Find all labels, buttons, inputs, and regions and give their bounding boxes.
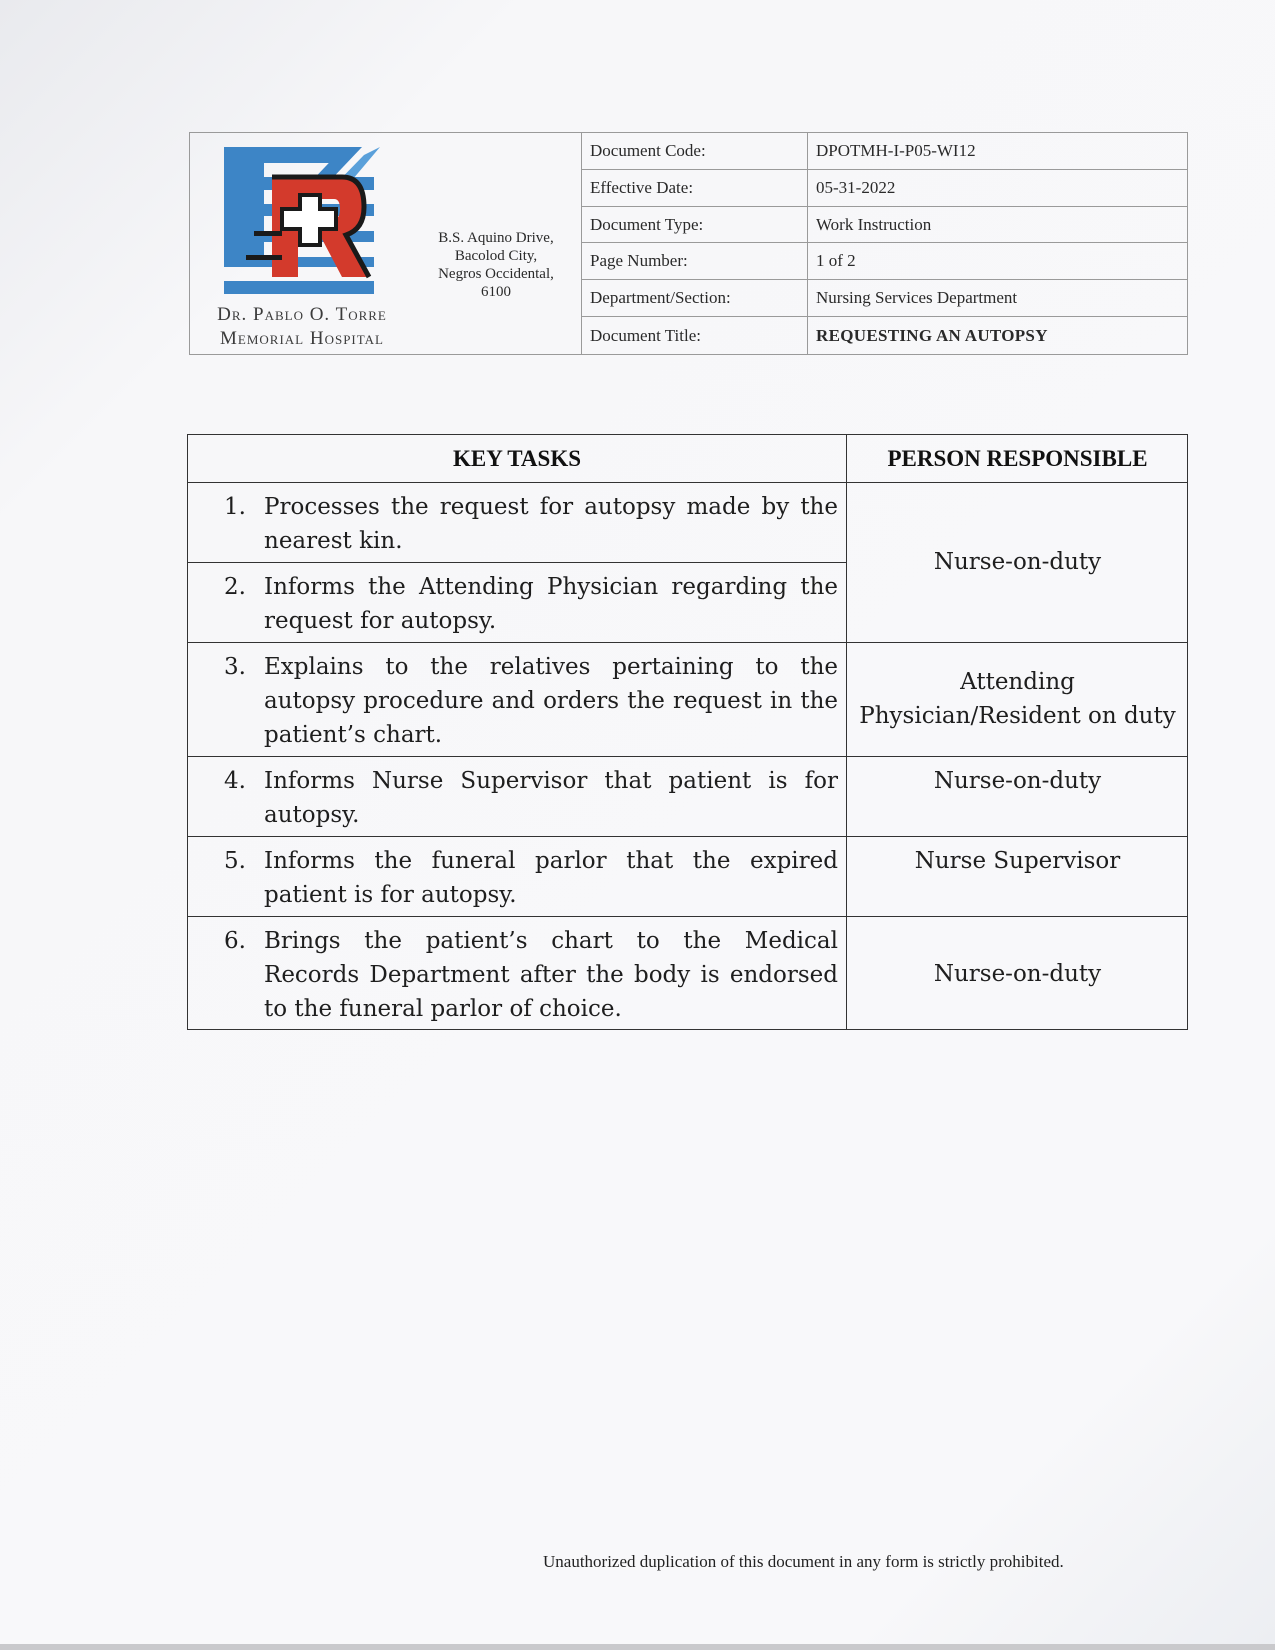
meta-value-document-code: DPOTMH-I-P05-WI12 [808, 133, 1187, 170]
task-text: Informs Nurse Supervisor that patient is for autopsy. [264, 768, 838, 828]
meta-value-document-type: Work Instruction [808, 207, 1187, 244]
row-divider [188, 916, 1187, 917]
address-line: Bacolod City, [454, 248, 538, 264]
task-number: 2. [224, 574, 246, 600]
meta-label-effective-date: Effective Date: [582, 170, 808, 207]
person-responsible: Attending Physician/Resident on duty [859, 669, 1176, 729]
person-responsible: Nurse-on-duty [933, 768, 1102, 794]
hospital-name-line1: Dr. Pablo O. Torre [217, 304, 387, 325]
row-divider [188, 482, 1187, 483]
task-row [224, 764, 838, 832]
scan-edge [0, 1644, 1275, 1650]
task-row [224, 844, 838, 912]
hospital-name [190, 303, 414, 351]
hospital-address [420, 229, 572, 301]
meta-label-department: Department/Section: [582, 280, 808, 317]
address-line: B.S. Aquino Drive, [438, 230, 554, 246]
meta-label-document-code: Document Code: [582, 133, 808, 170]
column-divider [846, 435, 847, 1029]
header-key-tasks: KEY TASKS [452, 445, 582, 471]
task-number: 1. [224, 494, 246, 520]
task-text: Informs the Attending Physician regarding the request for autopsy. [264, 574, 838, 634]
meta-label-document-title: Document Title: [582, 317, 808, 354]
document-meta-table [582, 133, 1187, 354]
row-divider [188, 562, 846, 563]
task-number: 5. [224, 848, 246, 874]
task-row [224, 570, 838, 638]
meta-value-page-number: 1 of 2 [808, 243, 1187, 280]
document-header [189, 132, 1188, 355]
task-row [224, 490, 838, 558]
task-row [224, 650, 838, 752]
hospital-brand [190, 133, 582, 354]
hospital-logo-icon [224, 147, 384, 297]
meta-value-document-title: REQUESTING AN AUTOPSY [816, 325, 1048, 345]
task-text: Informs the funeral parlor that the expired patient is for autopsy. [264, 848, 838, 908]
task-number: 3. [224, 654, 246, 680]
task-text: Processes the request for autopsy made by the nearest kin. [264, 494, 838, 554]
task-row [224, 924, 838, 1026]
task-number: 4. [224, 768, 246, 794]
task-text: Brings the patient’s chart to the Medical Records Department after the body is endorsed to the funeral parlor of choice. [264, 928, 838, 1022]
header-person-responsible: PERSON RESPONSIBLE [887, 445, 1148, 471]
footer-disclaimer: Unauthorized duplication of this document in any form is strictly prohibited. [543, 1552, 1064, 1571]
meta-value-department: Nursing Services Department [808, 280, 1187, 317]
task-number: 6. [224, 928, 246, 954]
person-responsible: Nurse-on-duty [933, 961, 1102, 987]
person-responsible: Nurse Supervisor [914, 848, 1121, 874]
task-text: Explains to the relatives pertaining to the autopsy procedure and orders the request in the patient’s chart. [264, 654, 838, 748]
row-divider [188, 642, 1187, 643]
row-divider [188, 756, 1187, 757]
meta-label-page-number: Page Number: [582, 243, 808, 280]
key-tasks-table [187, 434, 1188, 1030]
row-divider [188, 836, 1187, 837]
meta-label-document-type: Document Type: [582, 207, 808, 244]
address-line: 6100 [481, 284, 511, 300]
hospital-name-line2: Memorial Hospital [220, 328, 384, 349]
person-responsible: Nurse-on-duty [933, 549, 1102, 575]
address-line: Negros Occidental, [438, 266, 554, 282]
meta-value-effective-date: 05-31-2022 [808, 170, 1187, 207]
